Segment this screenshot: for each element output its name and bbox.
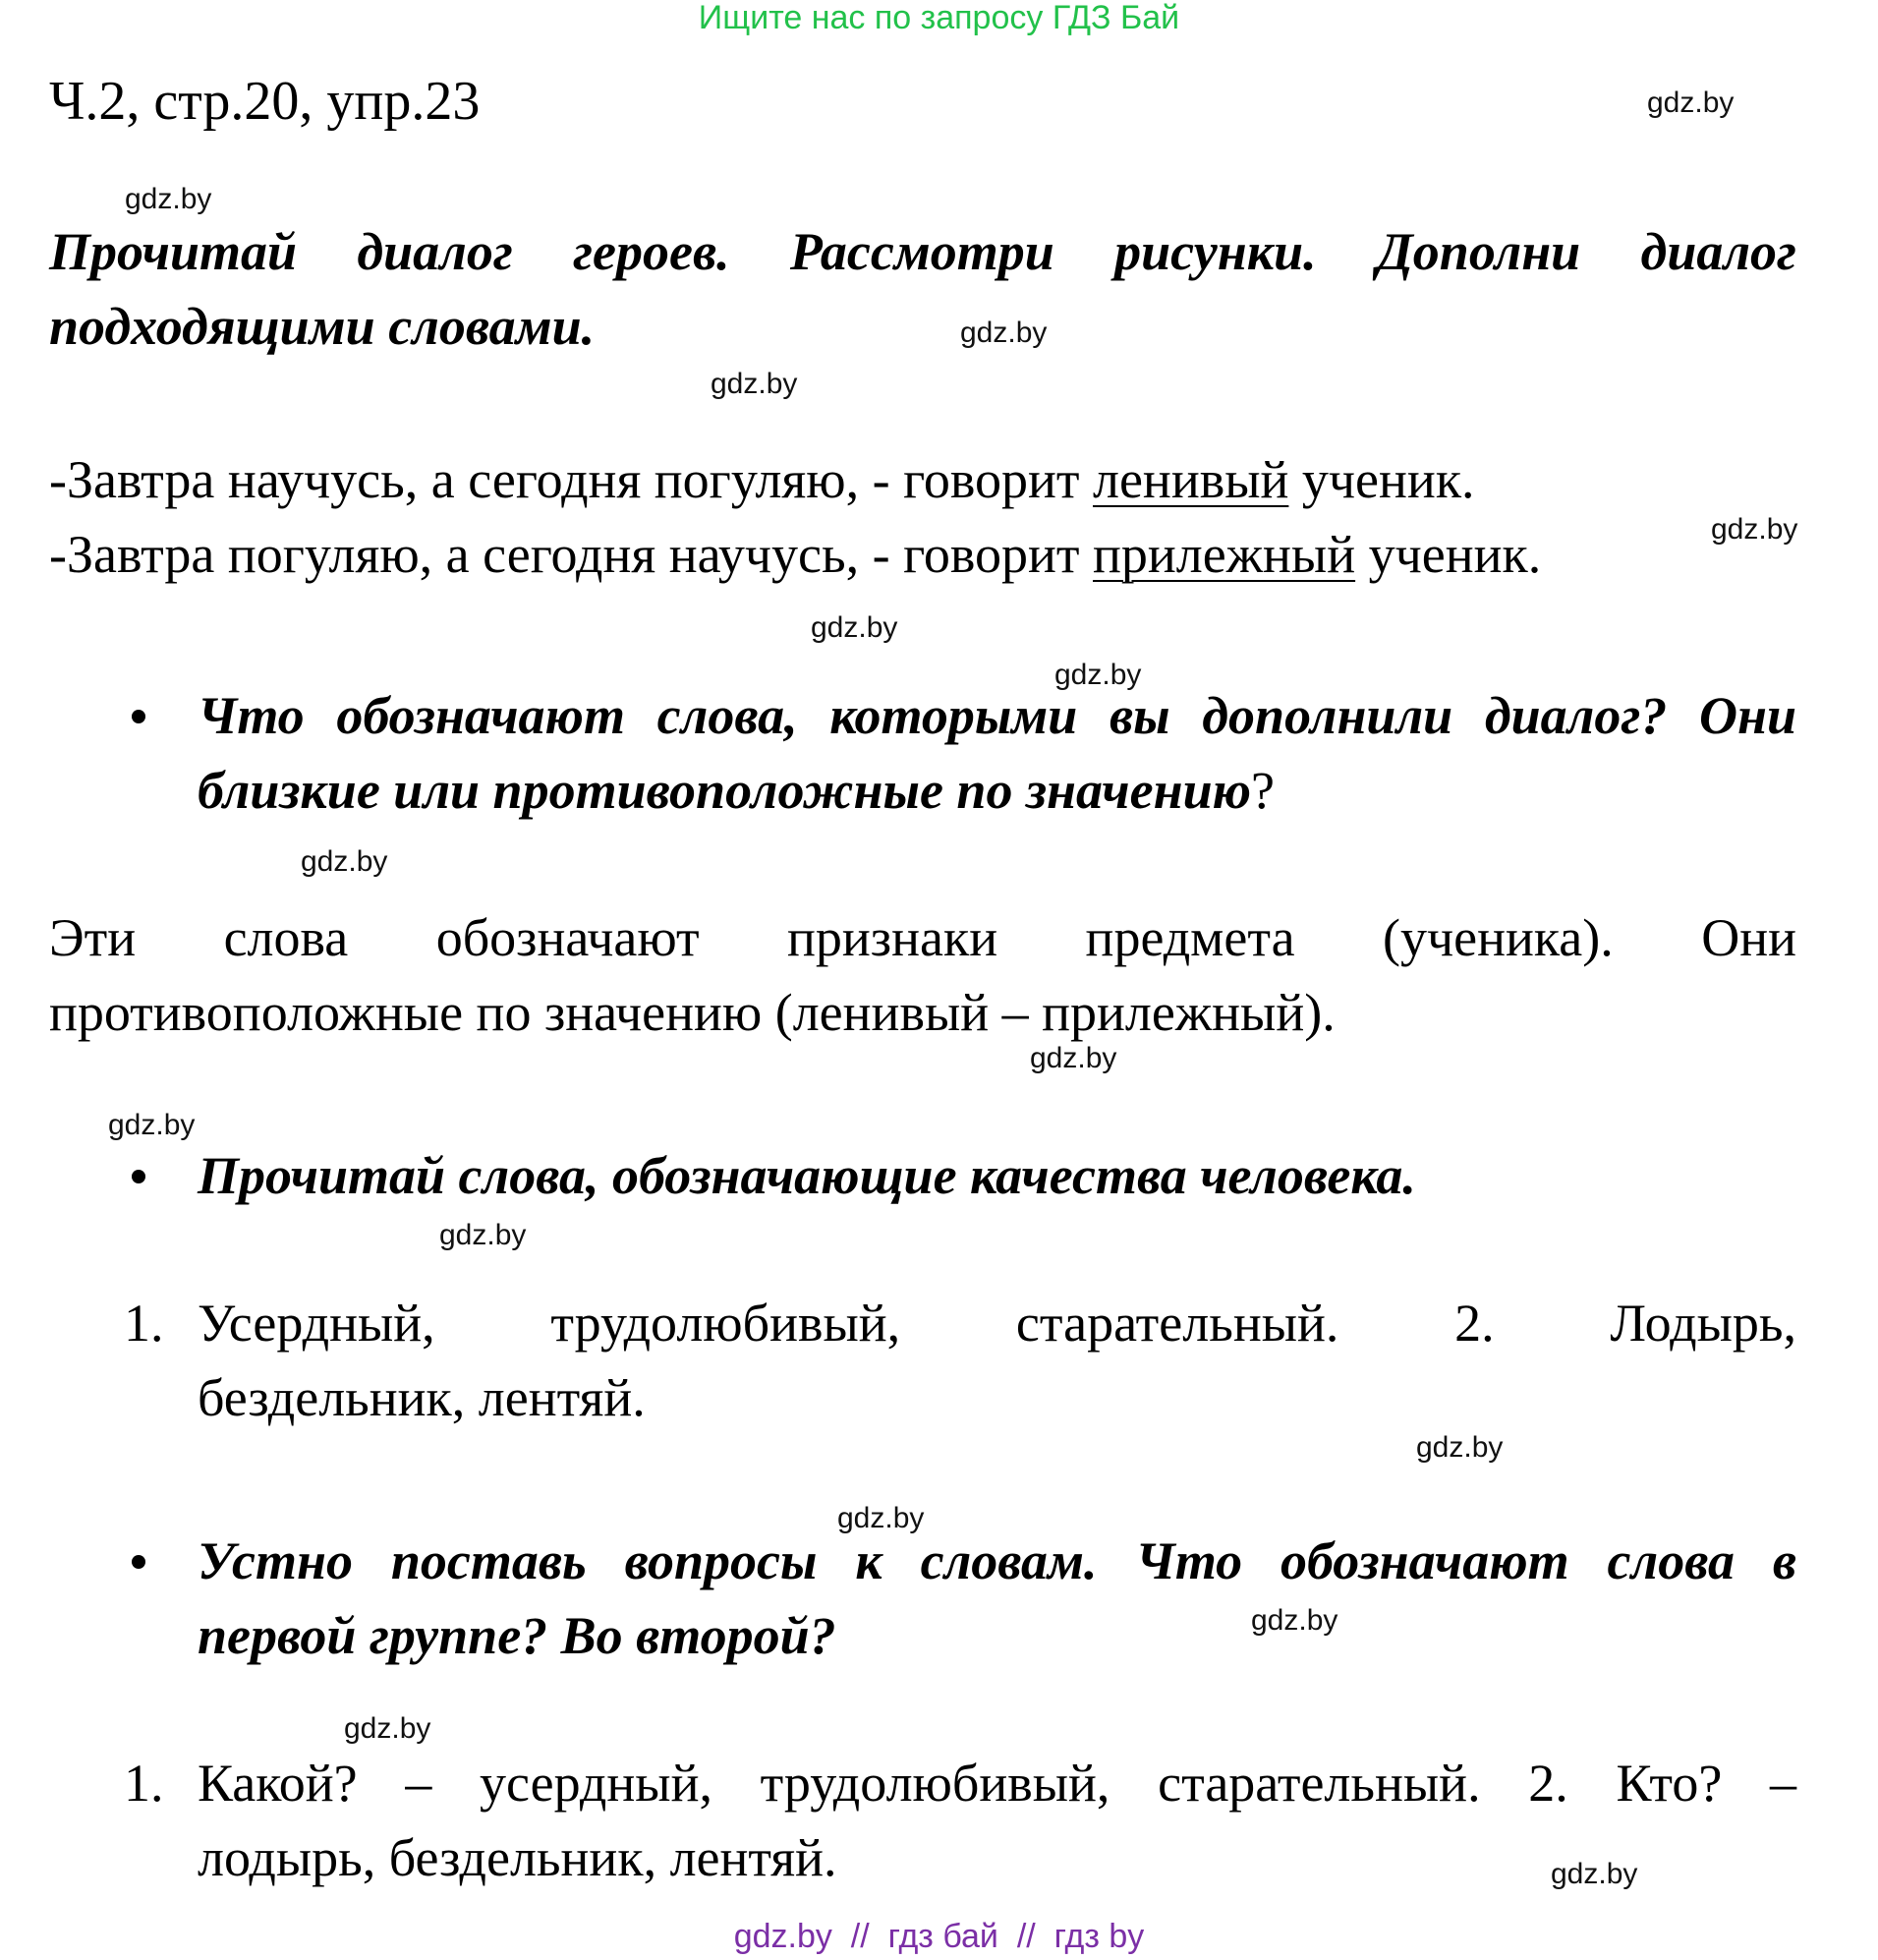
answer-line: лодырь, бездельник, лентяй.	[198, 1828, 837, 1887]
watermark: gdz.by	[711, 368, 798, 400]
footer-links: gdz.by // гдз бай // гдз by	[733, 1918, 1145, 1955]
answer-line: противоположные по значению (ленивый – прилежный).	[49, 983, 1336, 1042]
answer-line: Усердный, трудолюбивый, старательный. 2. Лодырь,	[198, 1294, 1796, 1353]
dialog-text: ученик.	[1288, 450, 1475, 509]
watermark: gdz.by	[125, 183, 212, 215]
watermark: gdz.by	[1416, 1431, 1504, 1464]
answer-line: Эти слова обозначают признаки предмета (ученика). Они	[49, 908, 1796, 967]
question-line: Устно поставь вопросы к словам. Что обозначают слова в	[198, 1531, 1796, 1590]
watermark: gdz.by	[439, 1219, 527, 1251]
watermark: gdz.by	[344, 1712, 431, 1745]
answer-line: бездельник, лентяй.	[198, 1368, 646, 1427]
dialog-answer-word: ленивый	[1093, 450, 1289, 509]
dialog-answer-word: прилежный	[1093, 525, 1356, 584]
dialog-line-2	[49, 517, 1541, 592]
watermark: gdz.by	[1054, 659, 1142, 691]
bullet	[132, 1555, 145, 1569]
list-number: 1.	[124, 1294, 164, 1353]
dialog-text: -Завтра погуляю, а сегодня научусь, - говорит	[49, 525, 1093, 584]
watermark: gdz.by	[837, 1502, 925, 1534]
watermark: gdz.by	[301, 845, 388, 878]
watermark: gdz.by	[1030, 1042, 1117, 1074]
question-line	[198, 753, 1275, 828]
question-line: Прочитай слова, обозначающие качества человека.	[198, 1146, 1416, 1205]
answer-line: Какой? – усердный, трудолюбивый, старательный. 2. Кто? –	[198, 1754, 1796, 1813]
dialog-text: -Завтра научусь, а сегодня погуляю, - говорит	[49, 450, 1093, 509]
question-line: Что обозначают слова, которыми вы дополнили диалог? Они	[198, 686, 1796, 745]
bullet	[132, 710, 145, 723]
question-text: близкие или противоположные по значению	[198, 761, 1252, 820]
watermark: gdz.by	[1251, 1604, 1338, 1637]
bullet	[132, 1170, 145, 1183]
question-line: первой группе? Во второй?	[198, 1606, 836, 1665]
page-title: Ч.2, стр.20, упр.23	[49, 71, 481, 132]
top-banner: Ищите нас по запросу ГДЗ Бай	[698, 0, 1180, 36]
watermark: gdz.by	[1711, 513, 1798, 546]
dialog-line-1	[49, 442, 1475, 517]
list-number: 1.	[124, 1754, 164, 1813]
task-instruction-line: Прочитай диалог героев. Рассмотри рисунки. Дополни диалог	[49, 222, 1796, 281]
watermark: gdz.by	[108, 1109, 196, 1141]
dialog-text: ученик.	[1355, 525, 1542, 584]
watermark: gdz.by	[960, 317, 1048, 349]
task-instruction-line: подходящими словами.	[49, 297, 596, 356]
watermark: gdz.by	[811, 611, 898, 644]
watermark: gdz.by	[1551, 1858, 1638, 1890]
watermark: gdz.by	[1647, 86, 1735, 119]
question-mark: ?	[1251, 761, 1276, 820]
